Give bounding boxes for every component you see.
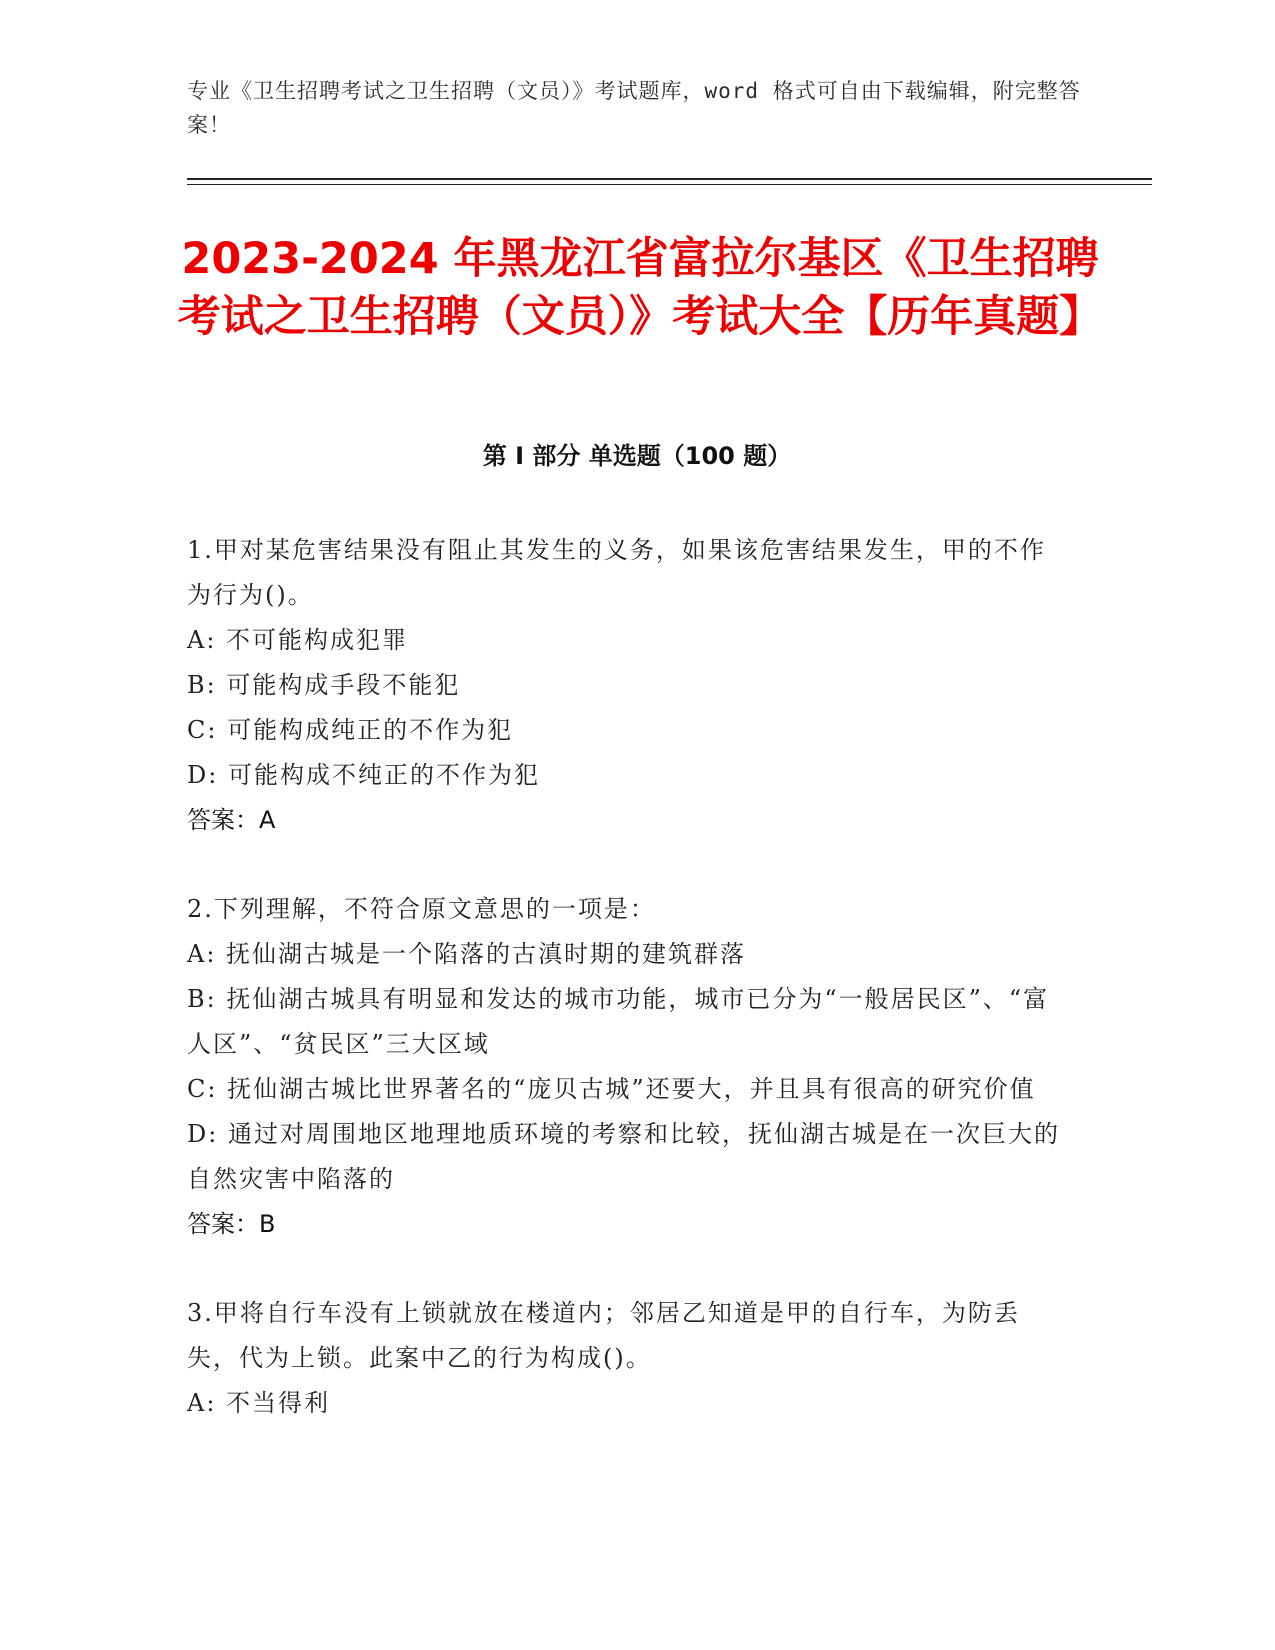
answer: 答案：B [187, 1210, 276, 1238]
question-stem: 2.下列理解，不符合原文意思的一项是： [187, 895, 656, 923]
option-d: D: 通过对周围地区地理地质环境的考察和比较，抚仙湖古城是在一次巨大的自然灾害中陷落的 [187, 1120, 1060, 1193]
question-1 [187, 528, 1067, 843]
header-divider [187, 178, 1152, 180]
option-a: A: 抚仙湖古城是一个陷落的古滇时期的建筑群落 [187, 940, 747, 968]
option-a: A: 不当得利 [187, 1389, 331, 1417]
question-stem: 3.甲将自行车没有上锁就放在楼道内；邻居乙知道是甲的自行车，为防丢失，代为上锁。此案中乙的行为构成()。 [187, 1299, 1020, 1372]
option-d: D: 可能构成不纯正的不作为犯 [187, 761, 540, 789]
question-stem: 1.甲对某危害结果没有阻止其发生的义务，如果该危害结果发生，甲的不作为行为()。 [187, 536, 1046, 609]
question-list [187, 528, 1067, 1470]
answer: 答案：A [187, 806, 276, 834]
header-note: 专业《卫生招聘考试之卫生招聘（文员）》考试题库，word 格式可自由下载编辑，附完整答案！ [187, 79, 1081, 137]
option-b: B: 可能构成手段不能犯 [187, 671, 461, 699]
question-3 [187, 1291, 1067, 1426]
option-c: C: 抚仙湖古城比世界著名的“庞贝古城”还要大，并且具有很高的研究价值 [187, 1075, 1036, 1103]
option-c: C: 可能构成纯正的不作为犯 [187, 716, 514, 744]
document-title: 2023-2024 年黑龙江省富拉尔基区《卫生招聘考试之卫生招聘（文员）》考试大全【历年真题】 [177, 234, 1103, 342]
option-a: A: 不可能构成犯罪 [187, 626, 409, 654]
section-title: 第 I 部分 单选题（100 题） [482, 442, 792, 470]
question-2 [187, 887, 1067, 1247]
header-divider-thin [187, 184, 1152, 185]
option-b: B: 抚仙湖古城具有明显和发达的城市功能，城市已分为“一般居民区”、“富人区”、“贫民区”三大区域 [187, 985, 1050, 1058]
